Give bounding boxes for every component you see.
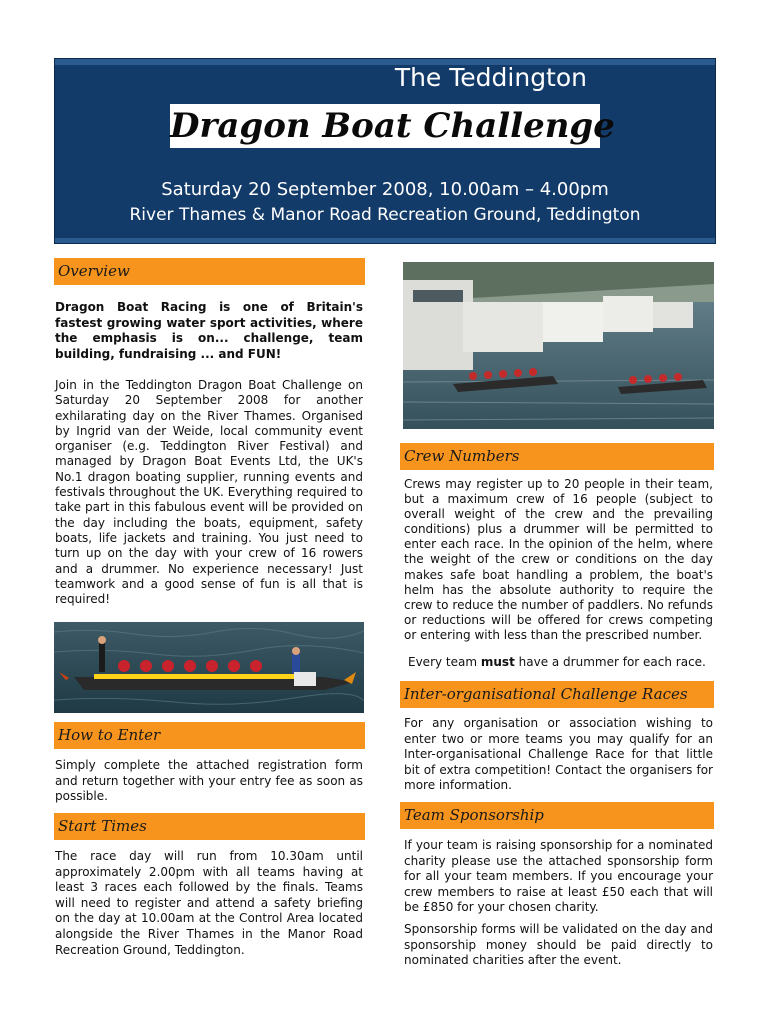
banner-top-stripe (55, 59, 715, 65)
sponsorship-body-1: If your team is raising sponsorship for a nominated charity please use the attached sponsorship form for all your team members. If you encourage your crew members to raise at least £50 each that will be £850 for your chosen charity. (404, 838, 713, 914)
sponsorship-body-2: Sponsorship forms will be validated on the day and sponsorship money should be paid directly to nominated charities after the event. (404, 922, 713, 967)
start-times-body: The race day will run from 10.30am until approximately 2.00pm with all teams having at least 3 races each followed by the finals. Teams will need to register and attend a safety briefing on the day at 10.00am at the Control Area located alongside the River Thames in the Manor Road Recreation Ground, Teddington. (55, 849, 363, 957)
dragon-boat-photo-marina (403, 262, 714, 429)
crew-numbers-body: Crews may register up to 20 people in their team, but a maximum crew of 16 people (subject to overall weight of the crew and the prevailing conditions) plus a drummer will be permitted to enter each race. In the opinion of the helm, where the weight of the crew or conditions on the day makes safe boat handling a problem, the boat's helm has the absolute authority to require the crew to reduce the number of paddlers. No refunds or reductions will be offered for crews competing or entering with less than the prescribed number. (404, 477, 713, 642)
overview-body: Join in the Teddington Dragon Boat Challenge on Saturday 20 September 2008 for another exhilarating day on the River Thames. Organised by Ingrid van der Weide, local community event organiser (e.g. Teddington River Festival) and managed by Dragon Boat Events Ltd, the UK's No.1 dragon boating supplier, running events and festivals throughout the UK. Everything required to take part in this fabulous event will be provided on the day including the boats, equipment, safety boats, life jackets and training. You just need to turn up on the day with your crew of 16 rowers and a drummer. No experience necessary! Just teamwork and a good sense of fun is all that is required! (55, 378, 363, 607)
banner-pre-title: The Teddington (394, 63, 587, 92)
dragon-boat-photo-race (54, 622, 364, 713)
banner-bottom-stripe (55, 238, 715, 243)
overview-lead: Dragon Boat Racing is one of Britain's fastest growing water sport activities, where the emphasis is on... challenge, team building, fundraising ... and FUN! (55, 300, 363, 361)
banner-date: Saturday 20 September 2008, 10.00am – 4.00pm (161, 179, 609, 200)
crew-numbers-heading: Crew Numbers (400, 443, 714, 470)
overview-heading: Overview (54, 258, 365, 285)
crew-note-post: have a drummer for each race. (514, 655, 706, 669)
sponsorship-heading: Team Sponsorship (400, 802, 714, 829)
title-banner (54, 58, 716, 244)
start-times-heading: Start Times (54, 813, 365, 840)
banner-title: Dragon Boat Challenge (170, 106, 615, 146)
inter-org-heading: Inter-organisational Challenge Races (400, 681, 714, 708)
crew-note-must: must (480, 655, 515, 669)
crew-numbers-note (408, 655, 713, 671)
inter-org-body: For any organisation or association wishing to enter two or more teams you may qualify for an Inter-organisational Challenge Race for that little bit of extra competition! Contact the organisers for more information. (404, 716, 713, 792)
banner-venue: River Thames & Manor Road Recreation Ground, Teddington (129, 205, 641, 225)
how-to-enter-body: Simply complete the attached registration form and return together with your entry fee as soon as possible. (55, 758, 363, 803)
crew-note-pre: Every team (408, 655, 481, 669)
how-to-enter-heading: How to Enter (54, 722, 365, 749)
